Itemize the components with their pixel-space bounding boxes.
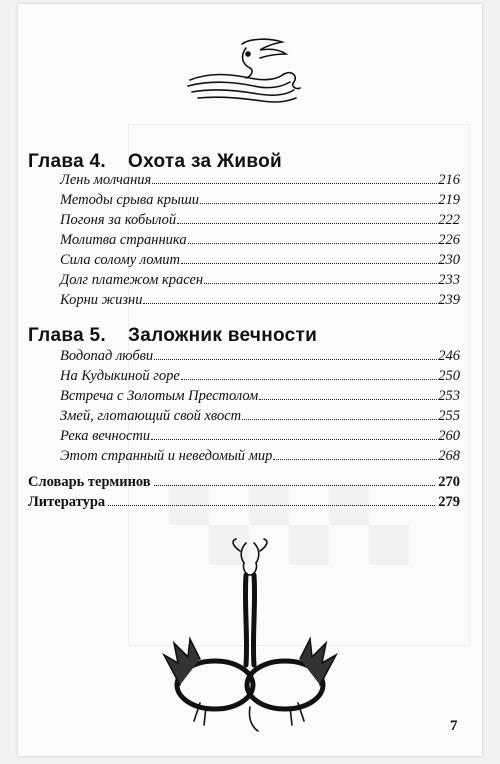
toc-entry[interactable]: Этот странный и неведомый мир 268 [60,448,460,464]
dot-leader [177,210,437,224]
dot-leader [181,366,437,380]
toc-entry[interactable]: Методы срыва крыши 219 [60,192,460,208]
toc-entry[interactable]: Корни жизни 239 [60,292,460,308]
chapter-5-heading [28,325,317,347]
dot-leader [151,426,437,440]
toc-entry[interactable]: Молитва странника 226 [60,232,460,248]
toc-entry[interactable]: На Кудыкиной горе 250 [60,368,460,384]
toc-entry[interactable]: Погоня за кобылой 222 [60,212,460,228]
dot-leader [188,230,438,244]
dot-leader [154,472,436,486]
dot-leader [154,346,437,360]
toc-entry[interactable]: Встреча с Золотым Престолом 253 [60,388,460,404]
toc-glossary[interactable]: Словарь терминов 270 [28,474,460,490]
dot-leader [204,270,437,284]
dot-leader [181,250,437,264]
dot-leader [143,290,437,304]
chapter-4-title: Охота за Живой [128,151,282,172]
toc-entry[interactable]: Лень молчания 216 [60,172,460,188]
toc-entry[interactable]: Река вечности 260 [60,428,460,444]
dot-leader [242,406,437,420]
ouroboros-dragon-icon [160,535,340,735]
toc-entry[interactable]: Водопад любви 246 [60,348,460,364]
toc-entry[interactable]: Сила солому ломит 230 [60,252,460,268]
toc-entry[interactable]: Долг платежом красен 233 [60,272,460,288]
dot-leader [273,446,437,460]
page-number: 7 [450,718,458,734]
dot-leader [152,170,437,184]
chapter-4-number: Глава 4. [28,151,106,172]
chapter-5-title: Заложник вечности [128,325,318,346]
chapter-5-number: Глава 5. [28,325,106,346]
toc-entry[interactable]: Змей, глотающий свой хвост 255 [60,408,460,424]
dot-leader [259,386,437,400]
dot-leader [108,492,435,506]
dot-leader [200,190,437,204]
winged-serpent-emblem-icon [180,34,310,114]
toc-bibliography[interactable]: Литература 279 [28,494,460,510]
